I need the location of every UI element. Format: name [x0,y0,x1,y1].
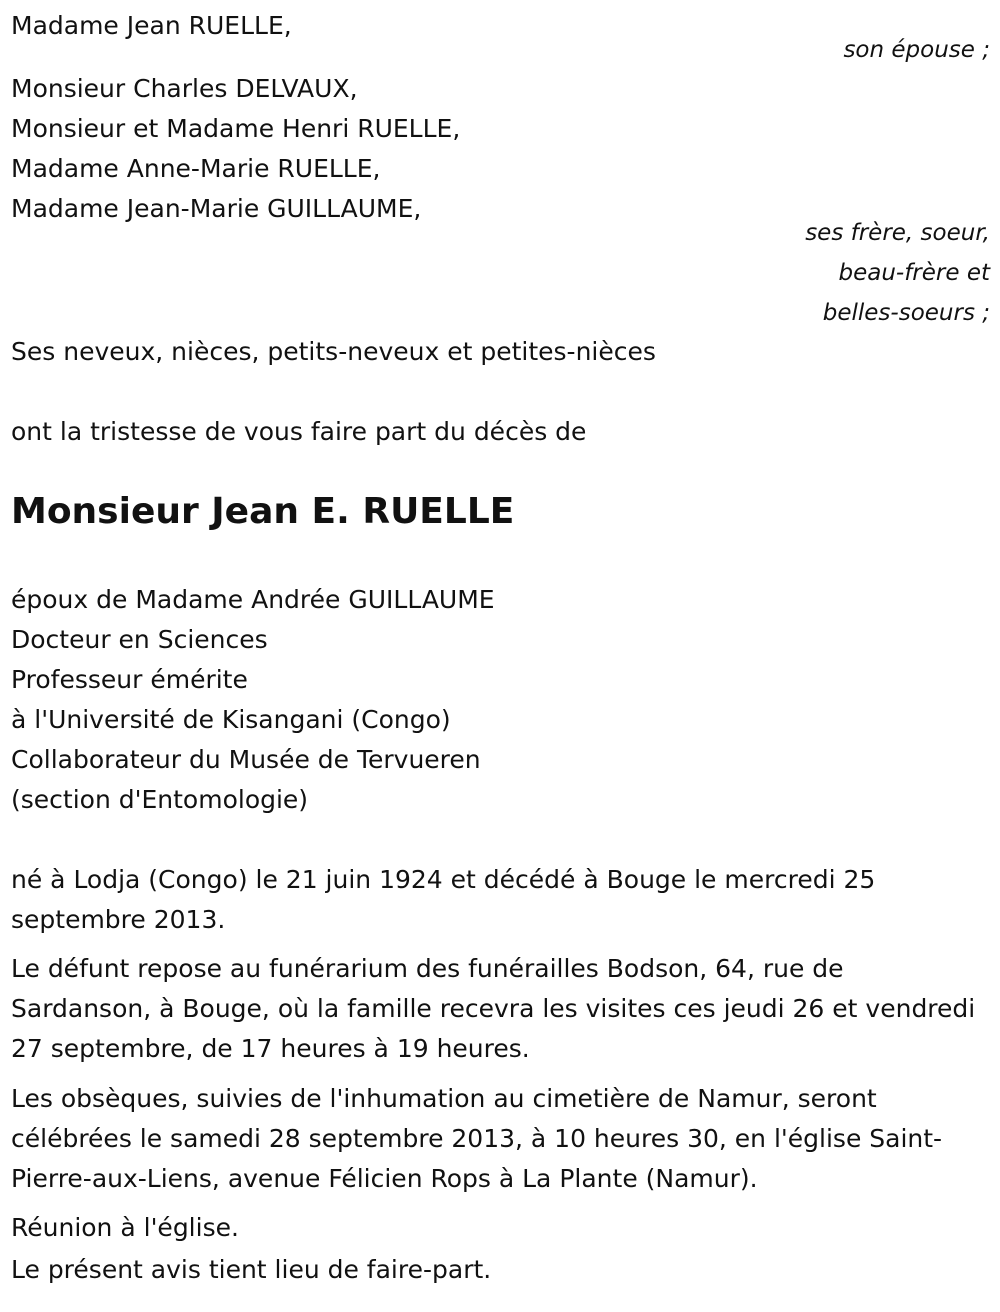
deceased-detail: (section d'Entomologie) [11,785,309,814]
sibling-line: Madame Anne-Marie RUELLE, [11,154,381,183]
deceased-detail: Collaborateur du Musée de Tervueren [11,745,481,774]
sibling-line: Monsieur Charles DELVAUX, [11,74,358,103]
announcement-line: ont la tristesse de vous faire part du décès de [11,417,587,446]
relatives-line: Ses neveux, nièces, petits-neveux et petites-nièces [11,337,656,366]
repose-paragraph: Le défunt repose au funérarium des funérailles Bodson, 64, rue de Sardanson, à Bouge, où la famille recevra les visites ces jeudi 26 et vendredi 27 septembre, de 17 heures à 19 heures. [11,954,976,1063]
siblings-role-line: belles-soeurs ; [822,300,990,326]
deceased-detail: Docteur en Sciences [11,625,268,654]
deceased-detail: époux de Madame Andrée GUILLAUME [11,585,495,614]
spouse-role: son épouse ; [843,37,990,63]
deceased-detail: Professeur émérite [11,665,248,694]
deceased-detail: à l'Université de Kisangani (Congo) [11,705,451,734]
notice-paragraph: Le présent avis tient lieu de faire-part. [11,1255,492,1284]
siblings-role-line: beau-frère et [838,260,990,286]
deceased-name: Monsieur Jean E. RUELLE [11,491,515,532]
spouse-name: Madame Jean RUELLE, [11,11,292,40]
reunion-paragraph: Réunion à l'église. [11,1213,239,1242]
sibling-line: Monsieur et Madame Henri RUELLE, [11,114,461,143]
siblings-role-line: ses frère, soeur, [805,220,990,246]
funeral-paragraph: Les obsèques, suivies de l'inhumation au cimetière de Namur, seront célébrées le samedi 28 septembre 2013, à 10 heures 30, en l'église Saint-Pierre-aux-Liens, avenue Félicien Rops à La Plante (Namur). [11,1084,943,1193]
sibling-line: Madame Jean-Marie GUILLAUME, [11,194,422,223]
birth-death-paragraph: né à Lodja (Congo) le 21 juin 1924 et décédé à Bouge le mercredi 25 septembre 2013. [11,865,876,934]
